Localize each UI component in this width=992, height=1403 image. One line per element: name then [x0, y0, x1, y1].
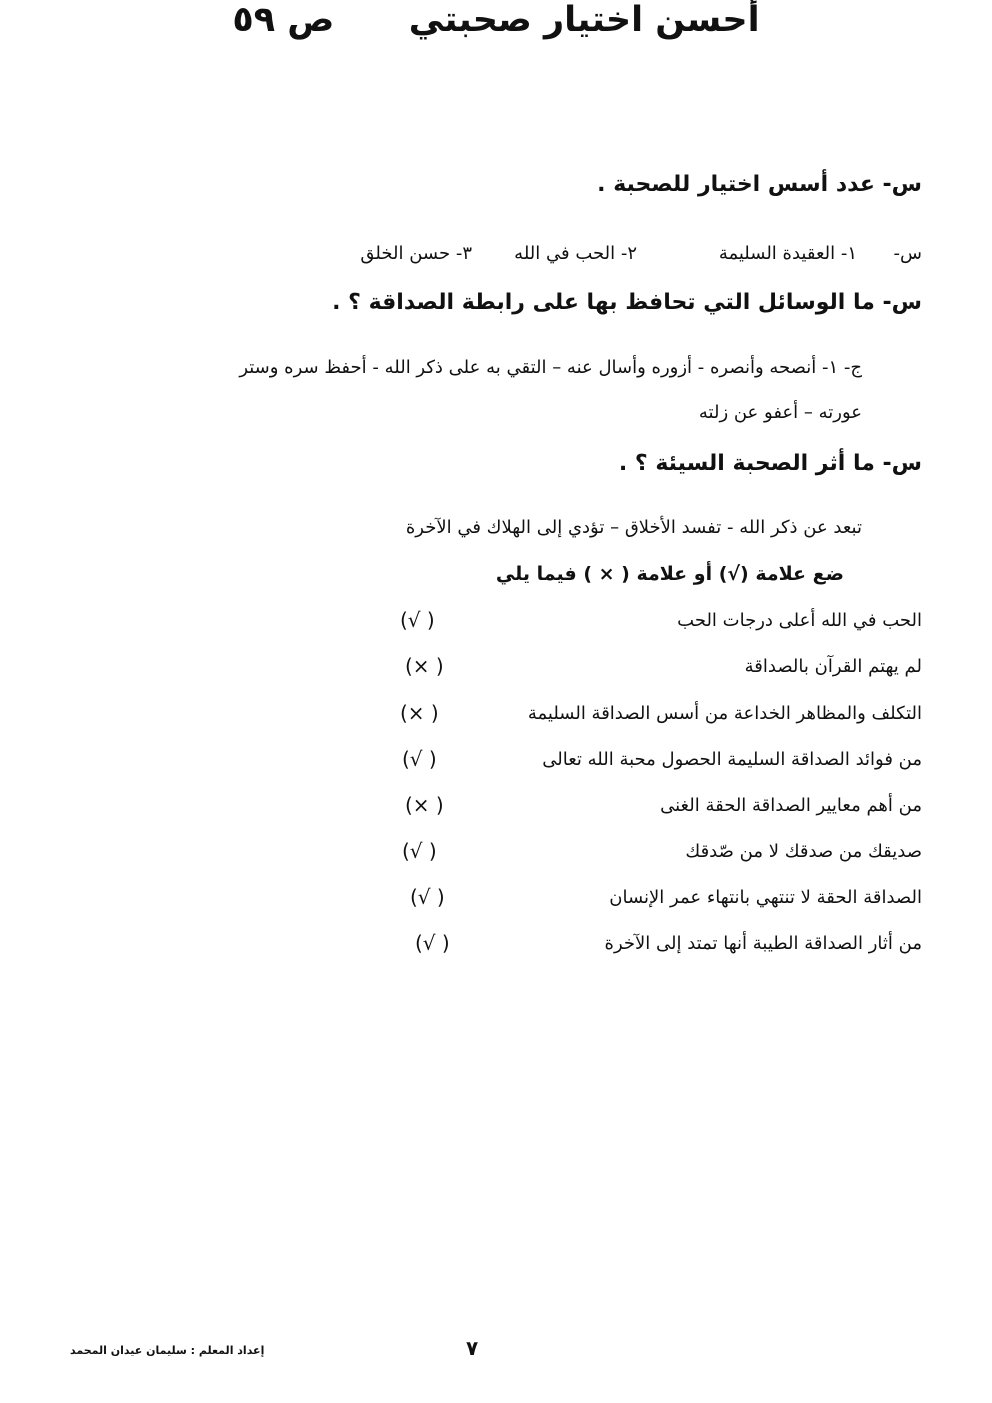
exercise-item-2: لم يهتم القرآن بالصداقة — [744, 656, 922, 677]
exercise-item-5: من أهم معايير الصداقة الحقة الغنى — [660, 795, 922, 816]
exercise-mark-5: (× ) — [405, 793, 444, 817]
exercise-mark-7: (√ ) — [410, 885, 445, 909]
exercise-instruction: ضع علامة (√) أو علامة ( × ) فيما يلي — [495, 563, 844, 585]
exercise-item-3: التكلف والمظاهر الخداعة من أسس الصداقة السليمة — [527, 703, 922, 724]
title-page-ref: ص ٥٩ — [232, 0, 335, 40]
page-number: ٧ — [466, 1336, 479, 1360]
exercise-mark-8: (√ ) — [415, 931, 450, 955]
question-2: س- ما الوسائل التي تحافظ بها على رابطة الصداقة ؟ . — [332, 290, 922, 315]
answer-2-line-1: ج- ١- أنصحه وأنصره - أزوره وأسال عنه – التقي به على ذكر الله - أحفظ سره وستر — [239, 357, 862, 378]
exercise-mark-6: (√ ) — [402, 839, 437, 863]
page-title — [0, 0, 992, 40]
exercise-item-1: الحب في الله أعلى درجات الحب — [677, 610, 922, 631]
exercise-mark-1: (√ ) — [400, 608, 435, 632]
exercise-mark-4: (√ ) — [402, 747, 437, 771]
footer-author: إعداد المعلم : سليمان عيدان المحمد — [70, 1344, 265, 1357]
answer-1-item-2: ٢- الحب في الله — [514, 243, 637, 264]
answer-2-line-2: عورته – أعفو عن زلته — [698, 402, 862, 423]
question-3: س- ما أثر الصحبة السيئة ؟ . — [618, 451, 922, 476]
answer-1-prefix: س- — [893, 243, 922, 264]
title-main: أحسن اختيار صحبتي — [408, 0, 760, 40]
answer-3: تبعد عن ذكر الله - تفسد الأخلاق – تؤدي إلى الهلاك في الآخرة — [405, 517, 862, 538]
exercise-item-6: صديقك من صدقك لا من صّدقك — [685, 841, 922, 862]
exercise-mark-3: (× ) — [400, 701, 439, 725]
exercise-item-4: من فوائد الصداقة السليمة الحصول محبة الله تعالى — [542, 749, 922, 770]
exercise-mark-2: (× ) — [405, 654, 444, 678]
answer-1-item-3: ٣- حسن الخلق — [360, 243, 472, 264]
exercise-item-8: من أثار الصداقة الطيبة أنها تمتد إلى الآخرة — [604, 933, 922, 954]
question-1: س- عدد أسس اختيار للصحبة . — [597, 172, 922, 197]
exercise-item-7: الصداقة الحقة لا تنتهي بانتهاء عمر الإنسان — [609, 887, 922, 908]
answer-1-item-1: ١- العقيدة السليمة — [718, 243, 857, 264]
